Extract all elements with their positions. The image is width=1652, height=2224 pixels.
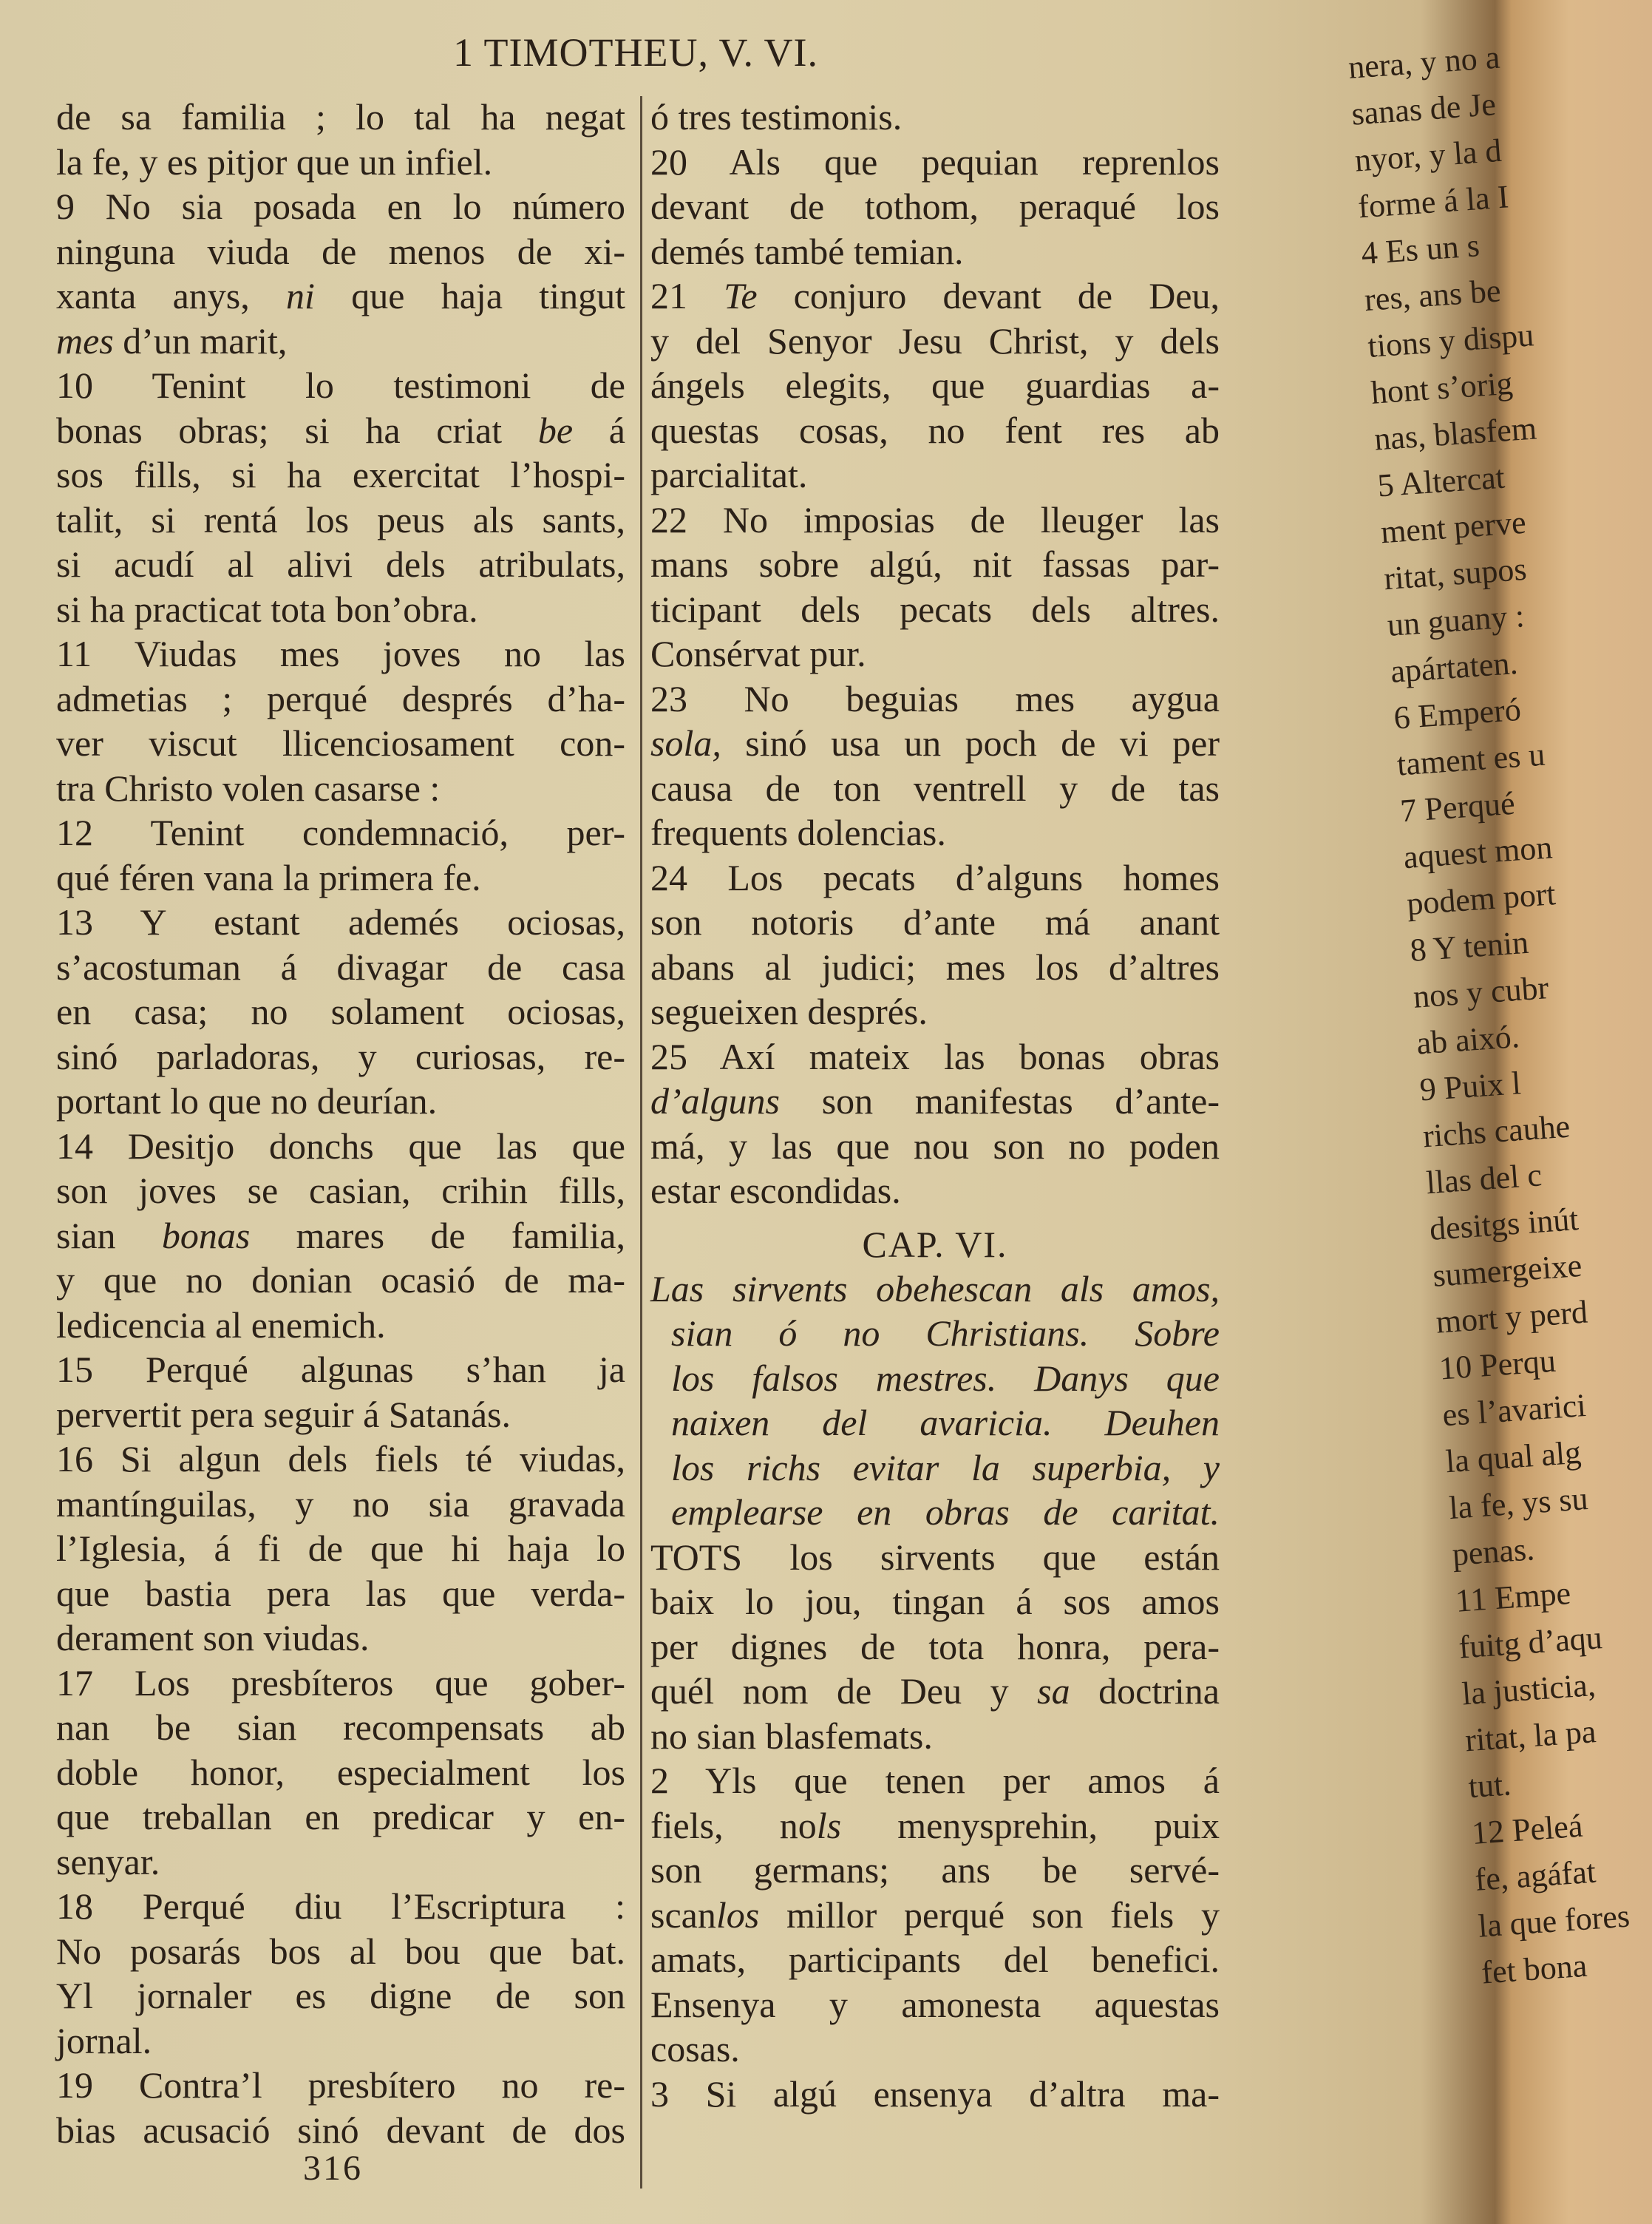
- verse-paragraph: [56, 631, 625, 810]
- text-line: 14 Desitjo donchs que las que: [56, 1125, 625, 1167]
- text-line: 13 Y estant ademés ociosas,: [56, 901, 625, 943]
- text-line: en casa; no solament ociosas,: [56, 991, 625, 1032]
- text-line: ticipant dels pecats dels altres.: [650, 588, 1220, 630]
- verse-paragraph: [56, 184, 625, 363]
- text-line: s’acostuman á divagar de casa: [56, 946, 625, 988]
- italic-text: be: [537, 409, 574, 451]
- facing-page-line: la justicia,: [1461, 1666, 1597, 1712]
- facing-page-line: llas del c: [1424, 1156, 1543, 1201]
- text-line: per dignes de tota honra, pera-: [650, 1625, 1220, 1667]
- facing-page-line: 11 Empe: [1454, 1575, 1572, 1619]
- italic-text: bonas: [161, 1214, 251, 1256]
- text-line: Ensenya y amonesta aquestas: [650, 1983, 1220, 2025]
- verse-paragraph: [650, 498, 1220, 677]
- facing-page-line: la fe, ys su: [1447, 1480, 1589, 1527]
- text-line: l’Iglesia, á fi de que hi haja lo: [56, 1528, 625, 1569]
- text-line: cosas.: [650, 2028, 740, 2069]
- facing-page-line: ment perve: [1379, 504, 1528, 551]
- italic-text: ls: [816, 1804, 842, 1846]
- chapter-5-end: [650, 95, 1220, 1213]
- verse-paragraph: [650, 2072, 1220, 2117]
- facing-page-line: 12 Peleá: [1470, 1807, 1584, 1852]
- text-line: senyar.: [56, 1840, 160, 1882]
- text-line: fiels, nols menysprehin, puix: [650, 1804, 1220, 1846]
- verse-paragraph: [56, 900, 625, 1124]
- verse-paragraph: [650, 1535, 1220, 1759]
- verse-paragraph: [650, 274, 1220, 498]
- text-line: qué féren vana la primera fe.: [56, 856, 481, 898]
- facing-page-line: hont s’orig: [1370, 365, 1515, 411]
- text-line: son notoris d’ante má anant: [650, 901, 1220, 943]
- text-line: y que no donian ocasió de ma-: [56, 1259, 625, 1301]
- facing-page-line: res, ans be: [1363, 272, 1502, 319]
- text-line: sinó parladoras, y curiosas, re-: [56, 1035, 625, 1077]
- text-line: nan be sian recompensats ab: [56, 1706, 625, 1748]
- facing-page-line: tament es u: [1396, 736, 1546, 783]
- italic-text: mes: [56, 319, 114, 362]
- chapter-heading: CAP. VI.: [862, 1223, 1008, 1265]
- text-line: que bastia pera las que verda-: [56, 1572, 625, 1614]
- facing-page-line: la que fores: [1477, 1897, 1631, 1945]
- facing-page-line: richs cauhe: [1421, 1108, 1571, 1155]
- verse-paragraph: [56, 1661, 625, 1885]
- facing-page-line: aquest mon: [1402, 829, 1554, 876]
- facing-page-line: sanas de Je: [1350, 86, 1498, 132]
- text-line: scanlos millor perqué son fiels y: [650, 1894, 1220, 1936]
- verse-paragraph: [650, 1034, 1220, 1213]
- text-line: 3 Si algú ensenya d’altra ma-: [650, 2072, 1220, 2115]
- text-line: que treballan en predicar y en-: [56, 1796, 625, 1837]
- summary-line: naixen del avaricia. Deuhen: [671, 1402, 1220, 1443]
- text-line: ninguna viuda de menos de xi-: [56, 230, 625, 272]
- text-line: d’alguns son manifestas d’ante-: [650, 1080, 1220, 1122]
- text-line: 16 Si algun dels fiels té viudas,: [56, 1438, 625, 1479]
- facing-page-line: nas, blasfem: [1373, 410, 1538, 458]
- text-line: segueixen després.: [650, 991, 928, 1032]
- facing-page-line: 9 Puix l: [1418, 1065, 1523, 1108]
- facing-page-line: 4 Es un s: [1360, 227, 1481, 272]
- text-line: son germans; ans be servé-: [650, 1849, 1220, 1891]
- text-line: bonas obras; si ha criat be á: [56, 409, 626, 451]
- text-line: Yl jornaler es digne de son: [56, 1975, 625, 2016]
- facing-page-line: mort y perd: [1435, 1293, 1589, 1340]
- text-line: si acudí al alivi dels atribulats,: [56, 543, 625, 585]
- text-line: abans al judici; mes los d’altres: [650, 946, 1220, 988]
- italic-text: los: [715, 1894, 760, 1936]
- text-line: mes d’un marit,: [56, 319, 288, 362]
- text-line: 19 Contra’l presbítero no re-: [56, 2064, 625, 2106]
- text-line: 2 Yls que tenen per amos á: [650, 1760, 1220, 1801]
- facing-page-line: ritat, supos: [1382, 550, 1528, 597]
- text-line: 21 Te conjuro devant de Deu,: [650, 275, 1220, 316]
- running-header: 1 TIMOTHEU, V. VI.: [452, 30, 819, 75]
- facing-page-line: sumergeixe: [1431, 1247, 1583, 1294]
- text-line: parcialitat.: [650, 454, 808, 495]
- verse-paragraph: [56, 1437, 625, 1661]
- facing-page-line: un guany :: [1386, 597, 1526, 644]
- text-line: bias acusació sinó devant de dos: [56, 2109, 625, 2151]
- text-line: 12 Tenint condemnació, per-: [56, 812, 625, 853]
- chapter-summary: [650, 1267, 1220, 1535]
- verse-paragraph: [56, 2063, 625, 2152]
- text-line: frequents dolencias.: [650, 812, 946, 853]
- text-line: questas cosas, no fent res ab: [650, 409, 1220, 451]
- facing-page-line: fuitg d’aqu: [1457, 1619, 1604, 1666]
- text-line: mans sobre algú, nit fassas par-: [650, 543, 1220, 585]
- text-line: TOTS los sirvents que están: [650, 1536, 1220, 1578]
- text-line: son joves se casian, crihin fills,: [56, 1170, 625, 1211]
- text-line: amats, participants del benefici.: [650, 1939, 1220, 1980]
- text-line: 20 Als que pequian reprenlos: [650, 140, 1220, 183]
- text-line: jornal.: [56, 2019, 152, 2061]
- summary-line: los falsos mestres. Danys que: [671, 1357, 1220, 1399]
- verse-paragraph: [56, 1347, 625, 1437]
- facing-page-line: penas.: [1451, 1530, 1536, 1573]
- facing-page-line: 5 Altercat: [1376, 458, 1506, 504]
- facing-page-line: nyor, y la d: [1353, 132, 1503, 179]
- text-line: no sian blasfemats.: [650, 1715, 933, 1757]
- text-line: 9 No sia posada en lo número: [56, 186, 625, 227]
- facing-page-line: 7 Perqué: [1398, 784, 1517, 830]
- verse-paragraph: [650, 677, 1220, 855]
- facing-page-line: fe, agáfat: [1473, 1853, 1597, 1898]
- verse-paragraph: [56, 1884, 625, 2063]
- facing-page-fragment: [1347, 34, 1634, 2035]
- facing-page-line: nos y cubr: [1412, 969, 1550, 1015]
- text-line: doble honor, especialment los: [56, 1751, 625, 1793]
- text-line: de sa familia ; lo tal ha negat: [56, 96, 625, 138]
- text-line: 18 Perqué diu l’Escriptura :: [56, 1885, 625, 1927]
- text-line: ángels elegits, que guardias a-: [650, 365, 1220, 406]
- text-line: devant de tothom, peraqué los: [650, 186, 1220, 227]
- verse-paragraph: [56, 95, 625, 184]
- italic-text: d’alguns: [650, 1080, 780, 1122]
- text-line: estar escondidas.: [650, 1170, 901, 1211]
- right-column: [650, 95, 1220, 2116]
- text-line: 15 Perqué algunas s’han ja: [56, 1349, 625, 1390]
- text-line: si ha practicat tota bon’obra.: [56, 588, 478, 630]
- facing-page-line: es l’avarici: [1441, 1386, 1588, 1434]
- verse-paragraph: [56, 363, 625, 631]
- text-line: derament son viudas.: [56, 1617, 370, 1658]
- text-line: 11 Viudas mes joves no las: [56, 633, 625, 674]
- text-line: 24 Los pecats d’alguns homes: [650, 856, 1220, 898]
- facing-page-line: forme á la I: [1356, 178, 1510, 226]
- text-line: má, y las que nou son no poden: [650, 1125, 1220, 1167]
- text-line: sola, sinó usa un poch de vi per: [650, 722, 1220, 764]
- facing-page-line: fet bona: [1480, 1947, 1588, 1991]
- italic-text: ni: [286, 275, 315, 316]
- text-line: No posarás bos al bou que bat.: [56, 1930, 625, 1972]
- chapter-6-start: [650, 1535, 1220, 2117]
- facing-page-line: desitgs inút: [1428, 1201, 1580, 1248]
- text-line: talit, si rentá los peus als sants,: [56, 498, 625, 540]
- verse-paragraph: [650, 1758, 1220, 2072]
- verse-paragraph: [650, 95, 1220, 140]
- facing-page-line: apártaten.: [1389, 644, 1519, 690]
- text-line: causa de ton ventrell y de tas: [650, 767, 1220, 809]
- facing-page-line: ritat, la pa: [1464, 1713, 1597, 1759]
- facing-page-line: 8 Y tenin: [1408, 923, 1530, 969]
- facing-page-line: 6 Emperó: [1393, 691, 1523, 736]
- text-line: quél nom de Deu y sa doctrina: [650, 1670, 1220, 1712]
- summary-line: Las sirvents obehescan als amos,: [650, 1267, 1220, 1309]
- facing-page-line: 10 Perqu: [1438, 1342, 1557, 1387]
- facing-page-line: tut.: [1467, 1766, 1512, 1806]
- verse-paragraph: [650, 855, 1220, 1034]
- text-line: 22 No imposias de lleuger las: [650, 498, 1220, 540]
- text-line: demés també temian.: [650, 230, 964, 272]
- verse-paragraph: [650, 140, 1220, 274]
- summary-line: sian ó no Christians. Sobre: [671, 1312, 1220, 1354]
- verse-paragraph: [56, 1124, 625, 1348]
- italic-text: sa: [1037, 1670, 1070, 1712]
- text-line: 10 Tenint lo testimoni de: [56, 365, 625, 406]
- text-line: tra Christo volen casarse :: [56, 767, 441, 809]
- summary-line: los richs evitar la superbia, y: [671, 1446, 1220, 1488]
- text-line: ver viscut llicenciosament con-: [56, 722, 625, 764]
- left-column: [56, 95, 625, 2152]
- text-line: sian bonas mares de familia,: [56, 1214, 625, 1256]
- text-line: la fe, y es pitjor que un infiel.: [56, 140, 493, 183]
- text-line: ledicencia al enemich.: [56, 1303, 386, 1346]
- facing-page-line: la qual alg: [1444, 1434, 1583, 1480]
- text-line: Consérvat pur.: [650, 633, 866, 674]
- verse-paragraph: [56, 810, 625, 900]
- facing-page-line: tions y dispu: [1366, 316, 1535, 365]
- text-line: 17 Los presbíteros que gober-: [56, 1661, 625, 1703]
- text-line: admetias ; perqué després d’ha-: [56, 677, 625, 719]
- text-line: xanta anys, ni que haja tingut: [56, 275, 625, 316]
- text-line: pervertit pera seguir á Satanás.: [56, 1393, 511, 1435]
- facing-page-line: nera, y no a: [1347, 38, 1501, 86]
- text-line: 25 Axí mateix las bonas obras: [650, 1035, 1220, 1077]
- italic-text: Te: [724, 275, 758, 316]
- facing-page-line: ab aixó.: [1415, 1018, 1521, 1062]
- text-line: portant lo que no deurían.: [56, 1080, 438, 1122]
- text-line: mantínguilas, y no sia gravada: [56, 1482, 625, 1525]
- summary-line: emplearse en obras de caritat.: [671, 1491, 1220, 1533]
- page-number: 316: [303, 2149, 363, 2188]
- text-line: y del Senyor Jesu Christ, y dels: [650, 319, 1220, 362]
- facing-page-line: podem port: [1405, 875, 1557, 923]
- text-line: ó tres testimonis.: [650, 96, 903, 138]
- text-line: baix lo jou, tingan á sos amos: [650, 1581, 1220, 1622]
- italic-text: sola,: [650, 722, 721, 764]
- text-line: sos fills, si ha exercitat l’hospi-: [56, 454, 625, 495]
- column-divider: [640, 96, 642, 2189]
- text-line: 23 No beguias mes aygua: [650, 677, 1220, 719]
